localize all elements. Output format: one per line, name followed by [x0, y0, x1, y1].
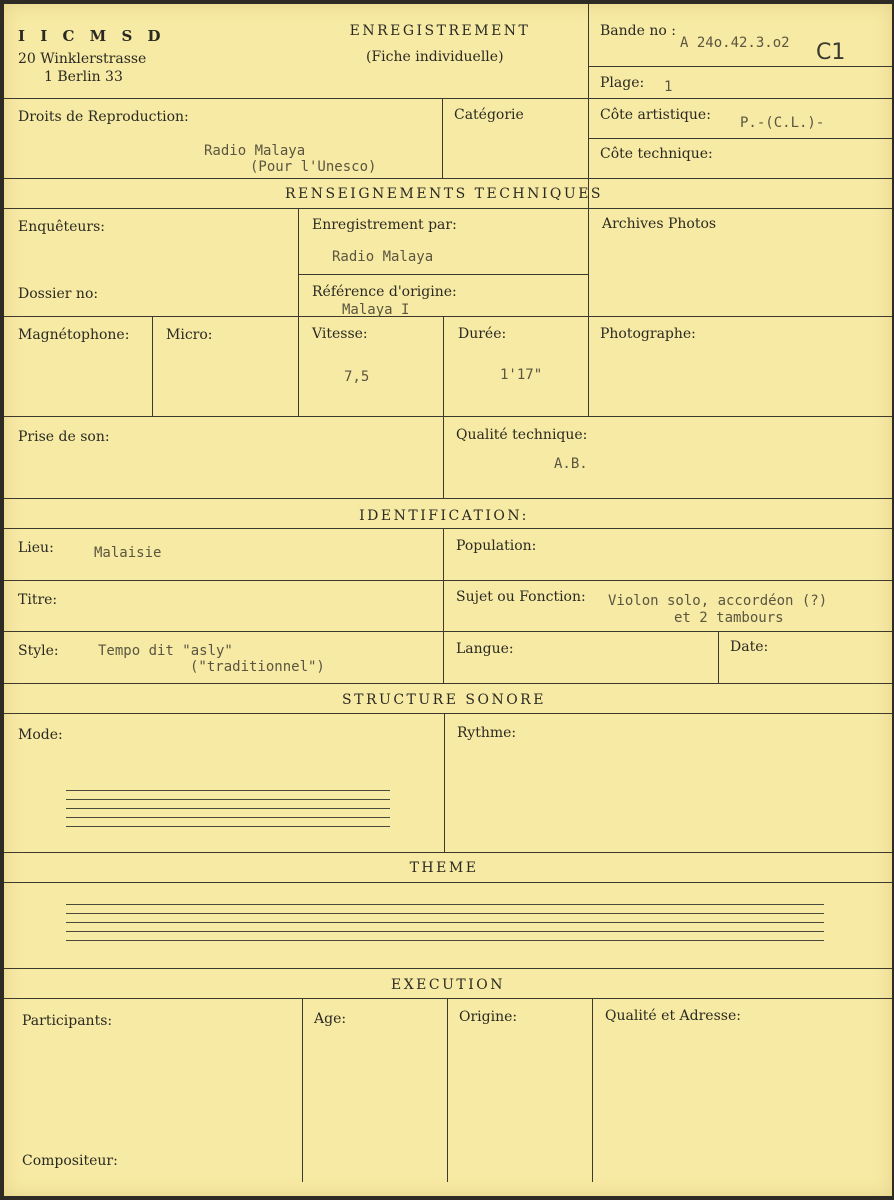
droits-value-line1: Radio Malaya — [204, 143, 306, 159]
duree-value: 1'17" — [500, 367, 543, 383]
droits-value-line2: (Pour l'Unesco) — [250, 159, 377, 175]
rule-v-duree — [443, 316, 444, 416]
mode-staff-line — [66, 790, 390, 791]
rule-style-bottom — [4, 683, 892, 684]
prise-de-son-label: Prise de son: — [18, 429, 110, 445]
rule-mode-bottom — [4, 852, 892, 853]
rule-v-date — [718, 631, 719, 683]
droits-label: Droits de Reproduction: — [18, 109, 189, 125]
rule-v-origine — [447, 998, 448, 1182]
section-execution-title: EXECUTION — [390, 977, 506, 993]
duree-label: Durée: — [458, 326, 507, 342]
rule-identification-title-bottom — [4, 528, 892, 529]
theme-staff-line — [66, 940, 824, 941]
rule-v-rythme — [444, 713, 445, 852]
rule-v-tech-left — [298, 208, 299, 416]
form-title: ENREGISTREMENT — [349, 23, 531, 39]
bande-value: A 24o.42.3.o2 — [680, 35, 790, 51]
rule-theme-bottom — [4, 968, 892, 969]
rule-rights-bottom — [4, 178, 892, 179]
vitesse-label: Vitesse: — [312, 326, 368, 342]
titre-label: Titre: — [18, 592, 58, 608]
mode-staff-line — [66, 808, 390, 809]
qualite-technique-value: A.B. — [554, 456, 588, 472]
institution-street: 20 Winklerstrasse — [18, 51, 147, 67]
lieu-value: Malaisie — [94, 545, 162, 561]
categorie-label: Catégorie — [454, 107, 524, 123]
rule-v-header-right — [588, 4, 589, 208]
bande-handwritten: C1 — [816, 40, 846, 65]
section-identification-title: IDENTIFICATION: — [359, 508, 529, 524]
mode-label: Mode: — [18, 727, 63, 743]
sujet-fonction-label: Sujet ou Fonction: — [456, 589, 586, 605]
rule-v-identification — [443, 528, 444, 683]
form-subtitle: (Fiche individuelle) — [366, 49, 504, 65]
style-value-line2: ("traditionnel") — [190, 659, 325, 675]
origine-label: Origine: — [459, 1009, 518, 1025]
section-techniques-title: RENSEIGNEMENTS TECHNIQUES — [284, 186, 604, 202]
dossier-label: Dossier no: — [18, 286, 99, 302]
cote-technique-label: Côte technique: — [600, 146, 713, 162]
cote-artistique-label: Côte artistique: — [600, 107, 711, 123]
population-label: Population: — [456, 538, 537, 554]
theme-staff-line — [66, 931, 824, 932]
lieu-label: Lieu: — [18, 540, 54, 556]
rule-enregistrement-split — [298, 274, 588, 275]
rule-structure-title-bottom — [4, 713, 892, 714]
qualite-technique-label: Qualité technique: — [456, 427, 588, 443]
style-label: Style: — [18, 643, 59, 659]
rule-lieu-bottom — [4, 580, 892, 581]
rule-v-age — [302, 998, 303, 1182]
plage-value: 1 — [664, 79, 673, 95]
theme-staff-line — [66, 904, 824, 905]
rythme-label: Rythme: — [457, 725, 517, 741]
rule-prise-bottom — [4, 498, 892, 499]
rule-dossier-bottom — [4, 316, 892, 317]
enregistrement-par-value: Radio Malaya — [332, 249, 434, 265]
rule-v-tech-right — [588, 208, 589, 416]
svg-text:I I C M S D: I I C M S D — [18, 27, 166, 45]
theme-staff-line — [66, 913, 824, 914]
enregistrement-par-label: Enregistrement par: — [312, 217, 457, 233]
reference-origine-label: Référence d'origine: — [312, 284, 457, 300]
rule-plage-top — [588, 66, 892, 67]
sujet-fonction-value-line1: Violon solo, accordéon (?) — [608, 593, 828, 609]
photographe-label: Photographe: — [600, 326, 696, 342]
mode-staff-line — [66, 799, 390, 800]
institution-city: 1 Berlin 33 — [44, 69, 123, 85]
rule-techniques-title-bottom — [4, 208, 892, 209]
compositeur-label: Compositeur: — [22, 1153, 118, 1169]
rule-execution-title-bottom — [4, 998, 892, 999]
rule-v-categorie — [442, 98, 443, 178]
rule-v-micro — [152, 316, 153, 416]
sujet-fonction-value-line2: et 2 tambours — [674, 610, 784, 626]
langue-label: Langue: — [456, 641, 514, 657]
date-label: Date: — [730, 639, 769, 655]
section-theme-title: THEME — [409, 860, 479, 876]
rule-header-bottom — [4, 98, 892, 99]
micro-label: Micro: — [166, 327, 213, 343]
age-label: Age: — [314, 1011, 347, 1027]
cote-artistique-value: P.-(C.L.)- — [740, 115, 825, 131]
bande-label: Bande no : — [600, 23, 676, 39]
mode-staff-line — [66, 826, 390, 827]
section-structure-title: STRUCTURE SONORE — [342, 692, 546, 708]
rule-v-qualite — [443, 416, 444, 498]
rule-titre-bottom — [4, 631, 892, 632]
rule-magneto-bottom — [4, 416, 892, 417]
magnetophone-label: Magnétophone: — [18, 327, 130, 343]
mode-staff-line — [66, 817, 390, 818]
plage-label: Plage: — [600, 75, 645, 91]
archives-photos-label: Archives Photos — [602, 216, 717, 232]
rule-cote-split — [588, 138, 892, 139]
enqueteurs-label: Enquêteurs: — [18, 219, 106, 235]
qualite-adresse-label: Qualité et Adresse: — [605, 1008, 741, 1024]
rule-theme-title-bottom — [4, 882, 892, 883]
vitesse-value: 7,5 — [344, 369, 370, 385]
theme-staff-line — [66, 922, 824, 923]
style-value-line1: Tempo dit "asly" — [98, 643, 233, 659]
rule-v-qualite-adresse — [592, 998, 593, 1182]
record-card — [4, 4, 892, 1196]
participants-label: Participants: — [22, 1013, 113, 1029]
reference-origine-value: Malaya I — [342, 302, 410, 318]
